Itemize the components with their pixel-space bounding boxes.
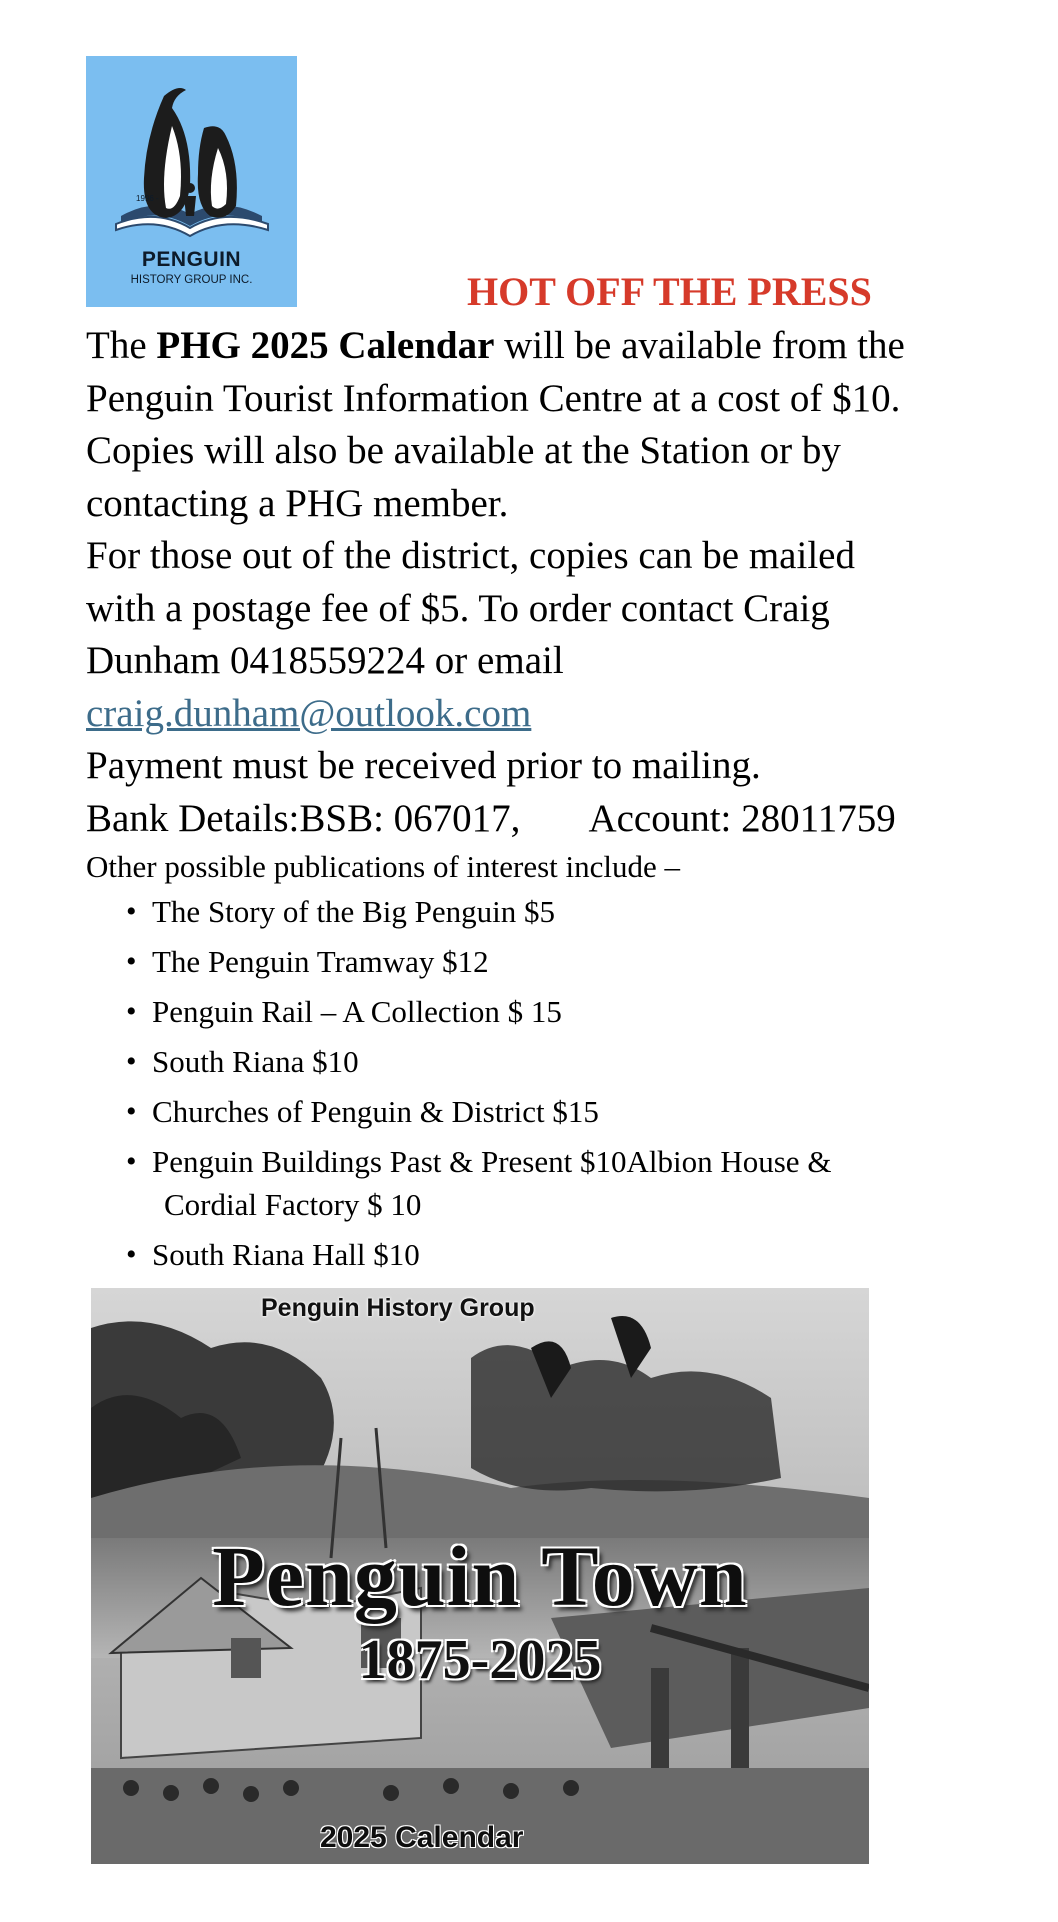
calendar-cover-image [91, 1288, 869, 1864]
body-line: with a postage fee of $5. To order contact Craig [86, 586, 830, 630]
logo-subtitle: HISTORY GROUP INC. [130, 274, 253, 286]
cover-group-name: Penguin History Group [261, 1294, 535, 1322]
bank-account: Account: 28011759 [588, 796, 896, 840]
bank-bsb: Bank Details:BSB: 067017, [86, 796, 521, 840]
intro-pre: The [86, 324, 157, 367]
publication-title: Penguin Rail – A Collection $ 15 [152, 994, 562, 1029]
publication-title-continued: Cordial Factory $ 10 [164, 1187, 422, 1222]
list-item [124, 943, 831, 993]
email-line [86, 688, 1046, 741]
cover-calendar-label: 2025 Calendar [320, 1821, 524, 1854]
publication-title: South Riana Hall $10 [152, 1237, 420, 1272]
publication-title: The Story of the Big Penguin $5 [152, 894, 555, 929]
announcement-body [86, 320, 1046, 845]
list-item [124, 893, 831, 943]
publications-list [124, 893, 831, 1276]
intro-post: will be available from the [494, 324, 905, 367]
calendar-name: PHG 2025 Calendar [156, 324, 495, 367]
body-line: contacting a PHG member. [86, 481, 509, 525]
list-item [124, 993, 831, 1043]
publication-title: The Penguin Tramway $12 [152, 944, 489, 979]
other-publications-heading: Other possible publications of interest include – [86, 849, 681, 884]
email-link[interactable]: craig.dunham@outlook.com [86, 691, 532, 735]
body-line: For those out of the district, copies can be mailed [86, 534, 855, 577]
logo-year: 1996 - [136, 194, 159, 203]
bank-details [86, 793, 1046, 846]
publication-title: Churches of Penguin & District $15 [152, 1094, 599, 1129]
intro-line [86, 320, 1046, 373]
logo-name: PENGUIN [141, 248, 242, 271]
list-item [124, 1093, 831, 1143]
publication-title: Penguin Buildings Past & Present $10Albion House & [152, 1144, 832, 1179]
cover-years: 1875-2025 [358, 1629, 602, 1691]
body-line: Copies will also be available at the Station or by [86, 429, 841, 472]
cover-title: Penguin Town [212, 1528, 748, 1624]
payment-note: Payment must be received prior to mailing. [86, 744, 761, 787]
publication-title: South Riana $10 [152, 1044, 359, 1079]
body-line: Penguin Tourist Information Centre at a cost of $10. [86, 376, 901, 420]
list-item [124, 1143, 831, 1236]
phg-logo [86, 56, 297, 307]
body-line: Dunham 0418559224 or email [86, 639, 564, 682]
list-item [124, 1043, 831, 1093]
list-item [124, 1236, 831, 1276]
headline: HOT OFF THE PRESS [467, 269, 872, 314]
